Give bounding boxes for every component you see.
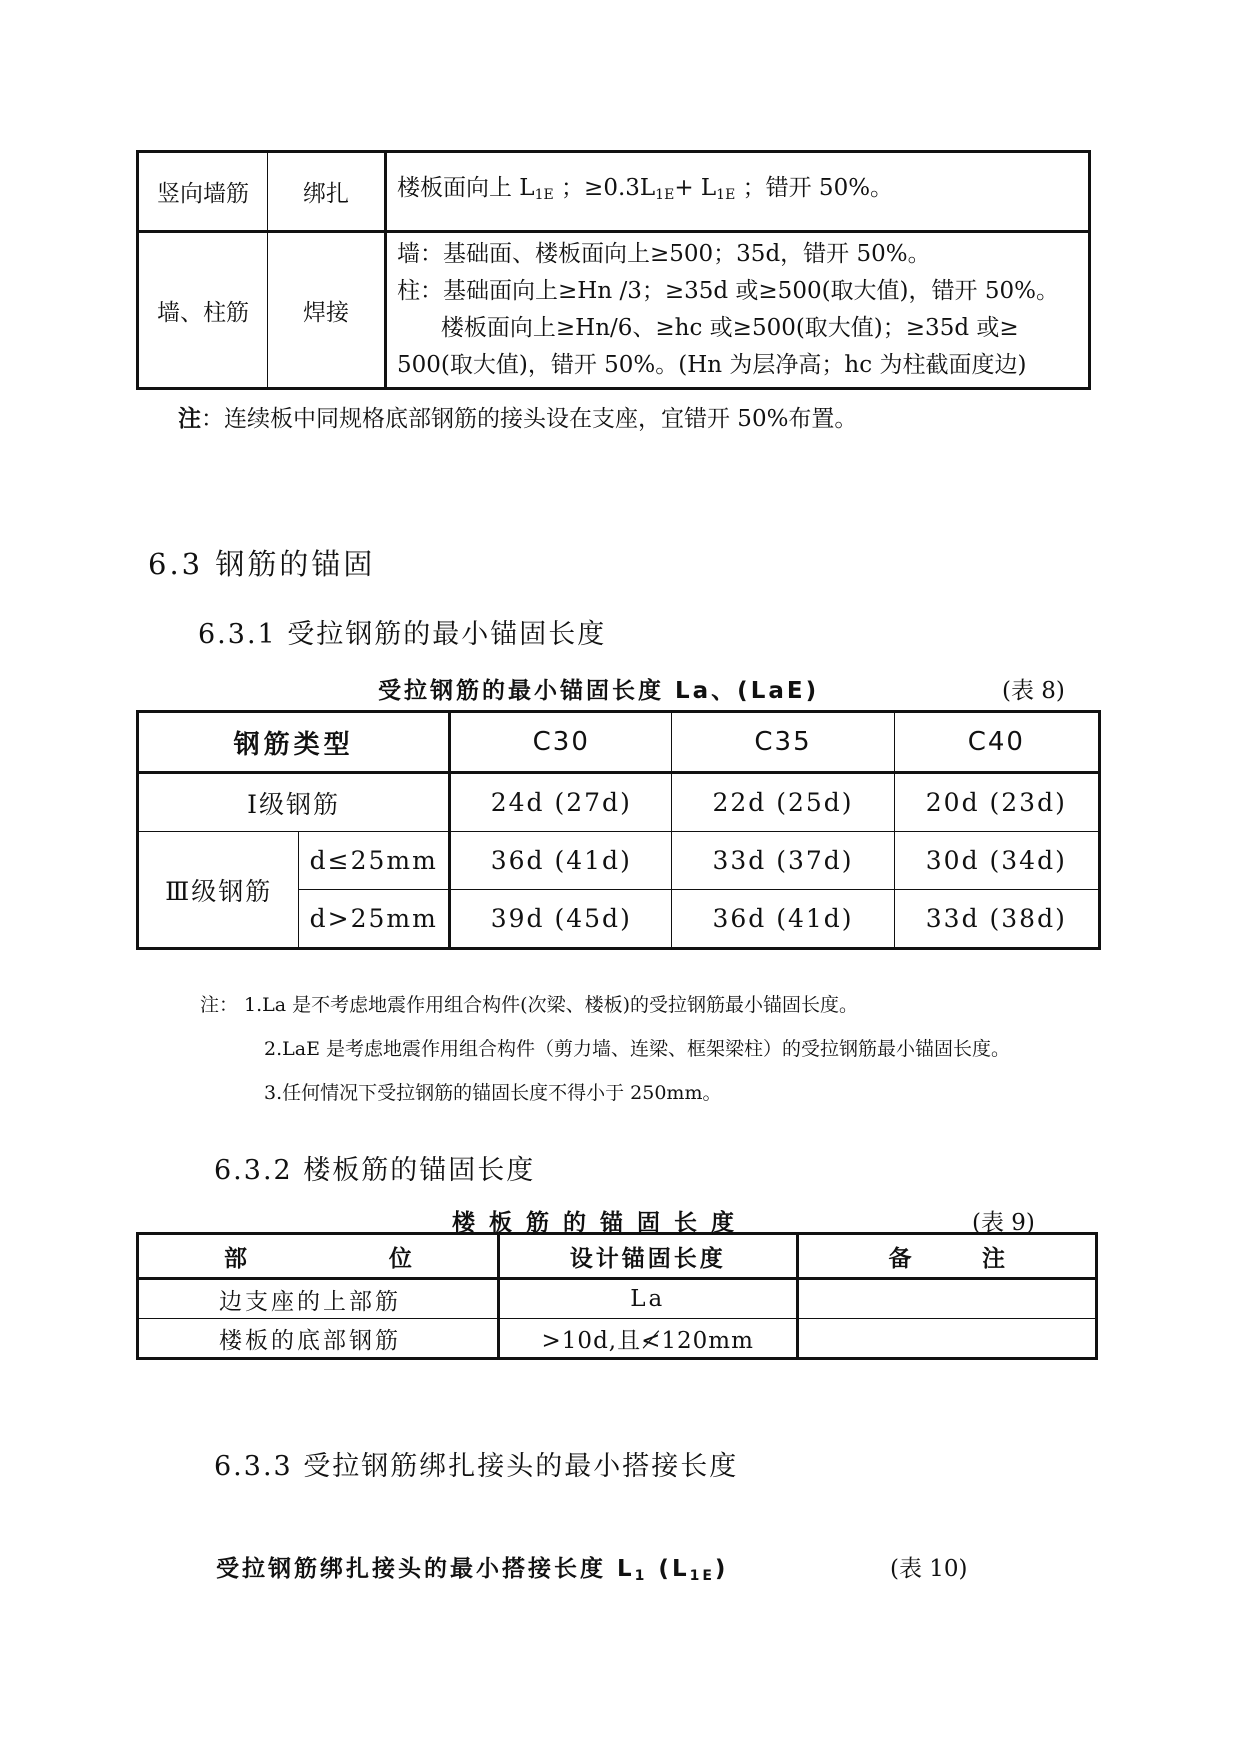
table-row	[138, 232, 1090, 389]
subsection-heading: 6.3.3 受拉钢筋绑扎接头的最小搭接长度	[214, 1451, 739, 1482]
subsection-heading: 6.3.1 受拉钢筋的最小锚固长度	[198, 619, 607, 650]
table-header-row	[138, 1234, 1097, 1279]
row-subheader: d≤25mm	[299, 832, 450, 890]
column-header: C40	[894, 712, 1099, 773]
table-cell: 竖向墙筋	[138, 152, 268, 232]
column-header: C30	[450, 712, 672, 773]
table-cell: 绑扎	[268, 152, 386, 232]
table-cell: >10d,且≮120mm	[498, 1319, 797, 1359]
table-note: 注： 1.La 是不考虑地震作用组合构件(次梁、楼板)的受拉钢筋最小锚固长度。	[200, 994, 858, 1016]
subsection-heading: 6.3.2 楼板筋的锚固长度	[214, 1155, 536, 1186]
table-number: (表 9)	[972, 1210, 1035, 1236]
table-cell: 楼板面向上 $L_{1E}$ ；$\ge 0.3L_{1E}+ L_{1E}$ ；错开 50%。	[386, 152, 1090, 232]
table-cell	[797, 1279, 1096, 1319]
table-caption: 受拉钢筋的最小锚固长度 La、(LaE)	[378, 678, 820, 704]
column-header: 设计锚固长度	[498, 1234, 797, 1279]
table-row	[138, 832, 1100, 890]
table-cell: 30d (34d)	[894, 832, 1099, 890]
table-cell: 33d (37d)	[672, 832, 894, 890]
requirement-line: 墙：基础面、楼板面向上≥500；35d，错开 50%。	[397, 241, 931, 267]
requirement-line: 柱：基础面向上≥Hn /3；≥35d 或≥500(取大值)，错开 50%。	[397, 278, 1059, 304]
table-cell: La	[498, 1279, 797, 1319]
table-number: (表 8)	[1002, 678, 1065, 704]
requirement-line: 楼板面向上≥Hn/6、≥hc 或≥500(取大值)；≥35d 或≥	[397, 315, 1019, 341]
table-caption: 楼 板 筋 的 锚 固 长 度	[452, 1210, 738, 1236]
table-cell: 22d (25d)	[672, 773, 894, 832]
table-cell: 39d (45d)	[450, 890, 672, 949]
splice-requirements-table	[136, 150, 1091, 390]
column-header: 钢筋类型	[138, 712, 450, 773]
table-caption: 受拉钢筋绑扎接头的最小搭接长度 $L_1$ $(L_{1E})$	[216, 1556, 729, 1584]
table-cell	[797, 1319, 1096, 1359]
table-cell: 墙、柱筋	[138, 232, 268, 389]
table-note: 2.LaE 是考虑地震作用组合构件（剪力墙、连梁、框架梁柱）的受拉钢筋最小锚固长度。	[264, 1038, 1010, 1060]
table-row	[138, 1279, 1097, 1319]
column-header: 备 注	[797, 1234, 1096, 1279]
section-heading: 6.3 钢筋的锚固	[148, 547, 376, 581]
column-header: C35	[672, 712, 894, 773]
table-cell: 33d (38d)	[894, 890, 1099, 949]
row-subheader: d>25mm	[299, 890, 450, 949]
table-note: 注：连续板中同规格底部钢筋的接头设在支座，宜错开 50%布置。	[178, 406, 858, 432]
table-cell: 焊接	[268, 232, 386, 389]
table-cell	[386, 232, 1090, 389]
table-row	[138, 773, 1100, 832]
table-cell: 20d (23d)	[894, 773, 1099, 832]
row-header: Ⅲ级钢筋	[138, 832, 299, 949]
table-cell: 24d (27d)	[450, 773, 672, 832]
slab-anchorage-table	[136, 1232, 1098, 1360]
requirement-line: 500(取大值)，错开 50%。(Hn 为层净高；hc 为柱截面度边)	[397, 352, 1027, 378]
table-row	[138, 1319, 1097, 1359]
anchorage-length-table	[136, 710, 1101, 950]
table-cell: 边支座的上部筋	[138, 1279, 499, 1319]
column-header: 部 位	[138, 1234, 499, 1279]
table-cell: 楼板的底部钢筋	[138, 1319, 499, 1359]
table-note: 3.任何情况下受拉钢筋的锚固长度不得小于 250mm。	[264, 1082, 722, 1104]
table-header-row	[138, 712, 1100, 773]
row-header: Ⅰ级钢筋	[138, 773, 450, 832]
table-cell: 36d (41d)	[672, 890, 894, 949]
table-number: (表 10)	[890, 1556, 968, 1582]
table-cell: 36d (41d)	[450, 832, 672, 890]
table-row	[138, 152, 1090, 232]
